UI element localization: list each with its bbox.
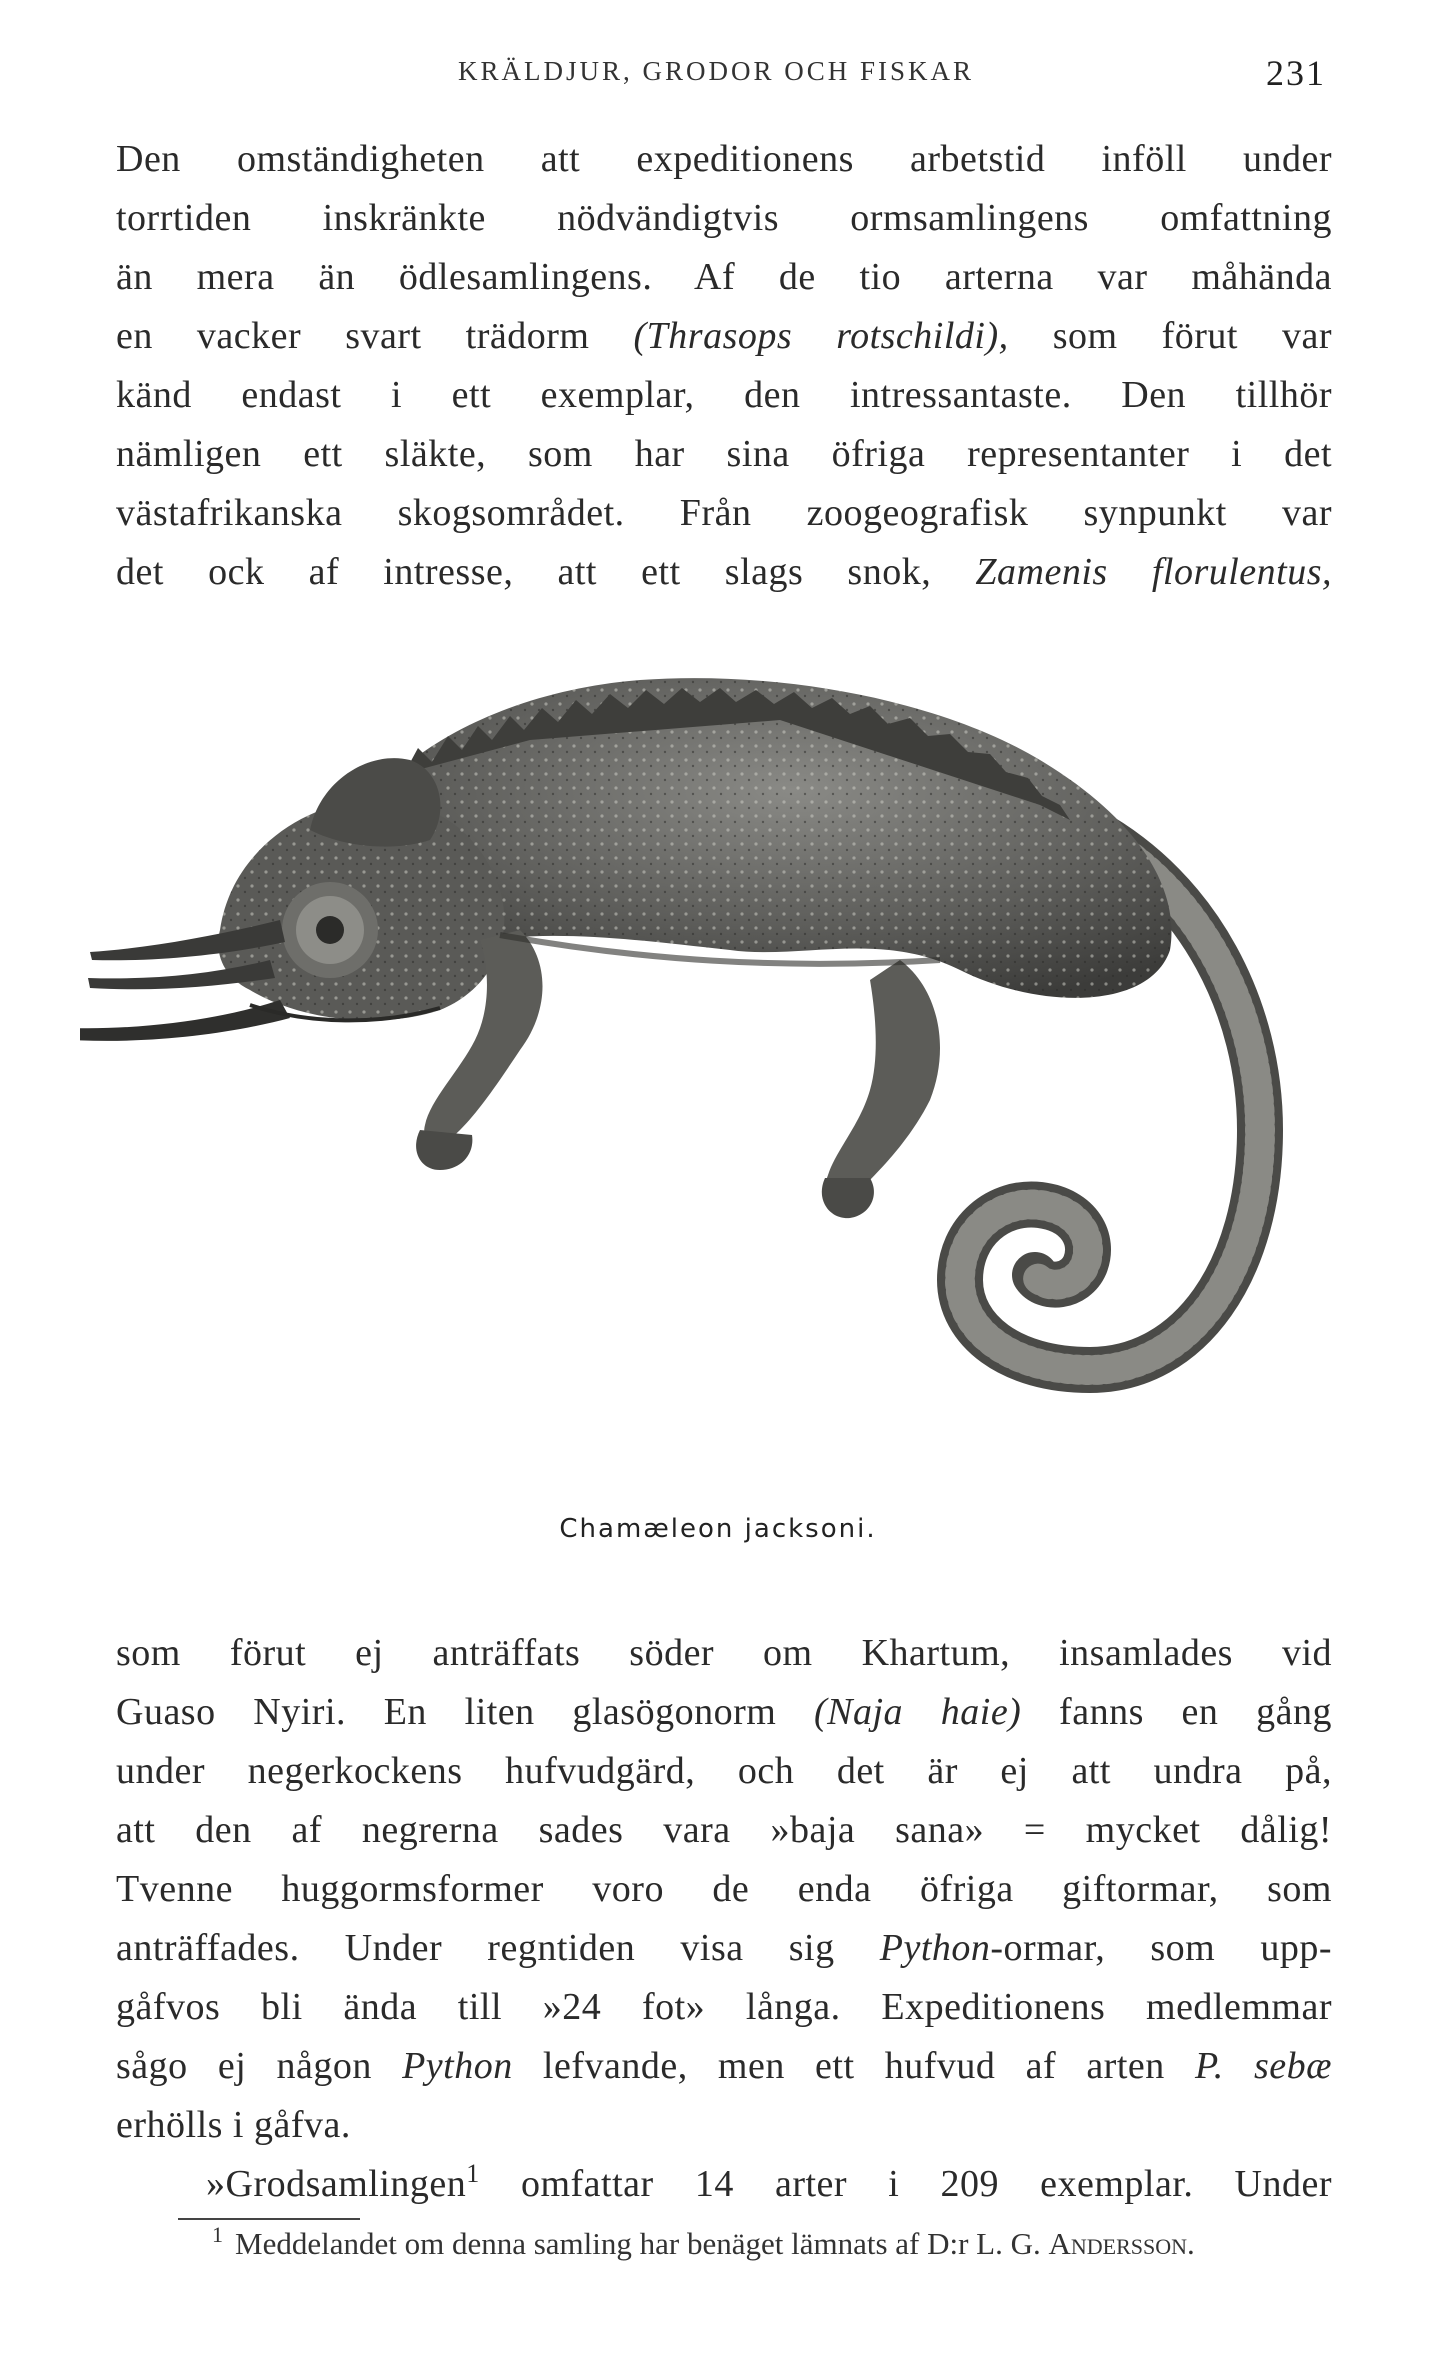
text-fragment: anträffades. Under regntiden visa sig <box>116 1927 835 1969</box>
text-line <box>116 2037 1332 2096</box>
figure-caption: Chamæleon jacksoni. <box>559 1514 877 1544</box>
text-line: känd endast i ett exemplar, den intressantaste. Den tillhör <box>116 374 1332 416</box>
text-line: nämligen ett släkte, som har sina öfriga representanter i det <box>116 433 1332 475</box>
species-name: Zamenis florulentus, <box>975 551 1333 593</box>
paragraph-snakes <box>116 130 1332 602</box>
text-fragment: en vacker svart trädorm <box>116 315 590 357</box>
running-title: KRÄLDJUR, GRODOR OCH FISKAR <box>458 56 975 86</box>
text-line: som förut ej anträffats söder om Khartum, insamlades vid <box>116 1632 1332 1674</box>
footnote-mark: 1 <box>212 2222 223 2247</box>
text-line: Den omständigheten att expeditionens arbetstid inföll under <box>116 138 1332 180</box>
text-line: västafrikanska skogsområdet. Från zoogeografisk synpunkt var <box>116 492 1332 534</box>
text-fragment: omfattar 14 arter i 209 exemplar. Under <box>520 2163 1332 2205</box>
text-fragment: »Grodsamlingen <box>206 2163 467 2205</box>
text-line <box>116 1683 1332 1742</box>
text-line: än mera än ödlesamlingens. Af de tio arterna var måhända <box>116 256 1332 298</box>
text-fragment: lefvande, men ett hufvud af arten <box>542 2045 1165 2087</box>
text-line <box>116 2155 1332 2214</box>
footnote-divider <box>178 2218 360 2220</box>
text-line <box>116 307 1332 366</box>
page-number: 231 <box>1266 53 1326 93</box>
text-fragment: sågo ej någon <box>116 2045 372 2087</box>
footnote <box>212 2222 1352 2269</box>
footnote-text: Meddelandet om denna samling har benäget lämnats af D:r L. G. <box>235 2226 1041 2261</box>
paragraph-snakes-continued <box>116 1624 1332 2214</box>
species-name: (Thrasops rotschildi), <box>633 315 1009 357</box>
running-head <box>0 52 1436 92</box>
text-fragment: -ormar, som upp- <box>990 1927 1332 1969</box>
text-line <box>116 543 1332 602</box>
text-line <box>116 1919 1332 1978</box>
chameleon-illustration-icon <box>80 630 1360 1470</box>
genus-name: Python <box>879 1927 991 1969</box>
text-line: gåfvos bli ända till »24 fot» långa. Expeditionens medlemmar <box>116 1986 1332 2028</box>
text-fragment: Guaso Nyiri. En liten glasögonorm <box>116 1691 777 1733</box>
text-line: erhölls i gåfva. <box>116 2104 351 2146</box>
chameleon-figure <box>80 630 1360 1470</box>
footnote-author: Andersson. <box>1048 2226 1195 2261</box>
text-fragment: som förut var <box>1052 315 1333 357</box>
footnote-reference[interactable]: 1 <box>466 2159 480 2188</box>
text-fragment: det ock af intresse, att ett slags snok, <box>116 551 932 593</box>
species-name: P. sebæ <box>1194 2045 1332 2087</box>
genus-name: Python <box>402 2045 513 2087</box>
text-fragment: fanns en gång <box>1059 1691 1332 1733</box>
text-line: torrtiden inskränkte nödvändigtvis ormsamlingens omfattning <box>116 197 1332 239</box>
text-line: Tvenne huggormsformer voro de enda öfriga giftormar, som <box>116 1868 1332 1910</box>
species-name: (Naja haie) <box>814 1691 1022 1733</box>
text-line: att den af negrerna sades vara »baja sana» = mycket dålig! <box>116 1809 1332 1851</box>
text-line: under negerkockens hufvudgärd, och det är ej att undra på, <box>116 1750 1332 1792</box>
